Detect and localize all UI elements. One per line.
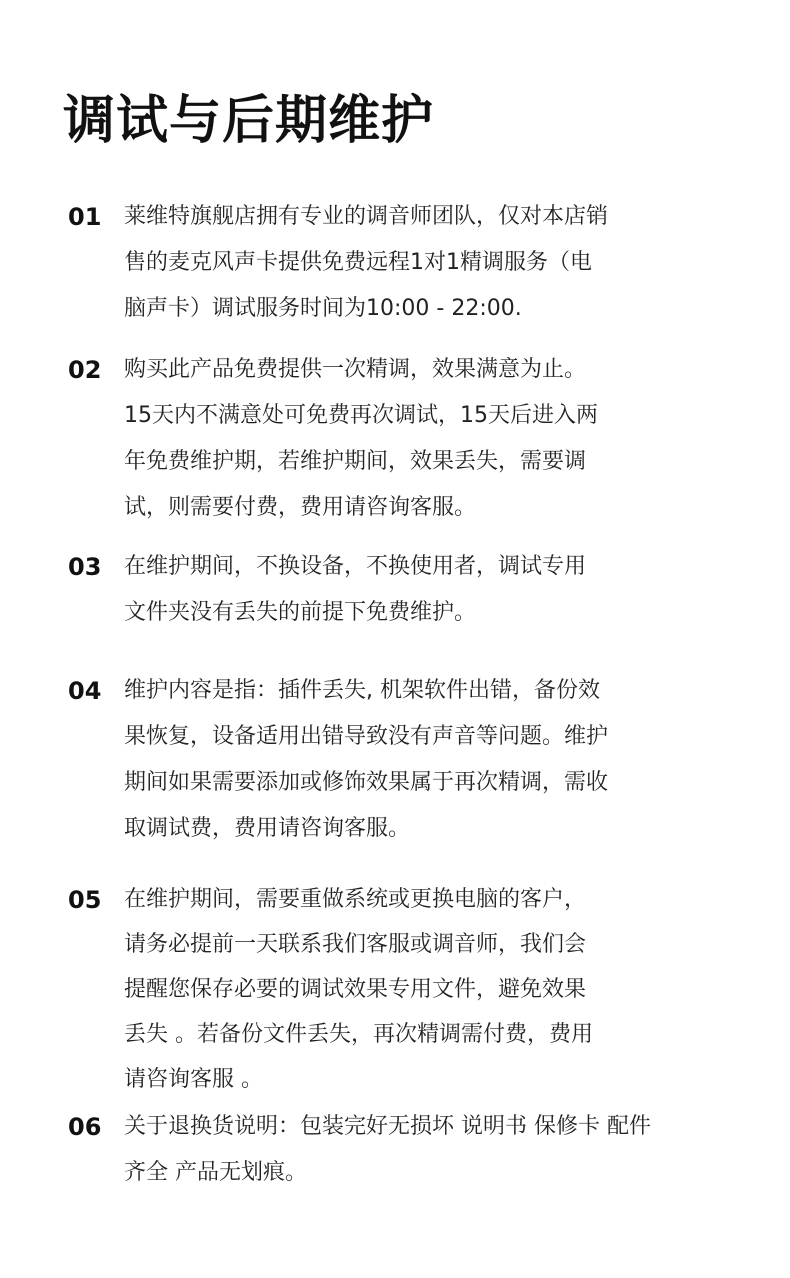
item-text	[124, 1112, 724, 1204]
text-line: 请咨询客服 。	[124, 1067, 263, 1092]
text-line: 齐全 产品无划痕。	[124, 1160, 307, 1185]
text-line: 购买此产品免费提供一次精调，效果满意为止。	[124, 357, 587, 382]
text-line: 文件夹没有丢失的前提下免费维护。	[124, 600, 477, 625]
text-line: 售的麦克风声卡提供免费远程1对1精调服务（电	[124, 250, 592, 275]
text-line: 15天内不满意处可免费再次调试，15天后进入两	[124, 403, 598, 428]
item-number: 01	[68, 203, 102, 231]
text-line: 维护内容是指：插件丢失, 机架软件出错，备份效	[124, 678, 600, 703]
text-line: 莱维特旗舰店拥有专业的调音师团队，仅对本店销	[124, 204, 609, 229]
item-number: 06	[68, 1113, 102, 1141]
text-line: 丢失 。若备份文件丢失，再次精调需付费，费用	[124, 1022, 593, 1047]
item-text	[124, 885, 724, 1110]
item-number: 04	[68, 677, 102, 705]
text-line: 关于退换货说明：包装完好无损坏 说明书 保修卡 配件	[124, 1114, 651, 1139]
text-line: 期间如果需要添加或修饰效果属于再次精调，需收	[124, 770, 609, 795]
text-line: 在维护期间，不换设备，不换使用者，调试专用	[124, 554, 587, 579]
text-line: 请务必提前一天联系我们客服或调音师，我们会	[124, 932, 587, 957]
item-number: 02	[68, 356, 102, 384]
text-line: 果恢复，设备适用出错导致没有声音等问题。维护	[124, 724, 609, 749]
text-line: 年免费维护期，若维护期间，效果丢失，需要调	[124, 449, 587, 474]
item-number: 05	[68, 886, 102, 914]
text-line: 取调试费，费用请咨询客服。	[124, 816, 411, 841]
item-text	[124, 355, 724, 539]
item-number: 03	[68, 553, 102, 581]
page-title: 调试与后期维护	[63, 91, 435, 151]
text-line: 脑声卡）调试服务时间为10:00 - 22:00.	[124, 296, 522, 321]
item-text	[124, 552, 724, 644]
text-line: 在维护期间，需要重做系统或更换电脑的客户，	[124, 887, 587, 912]
text-line: 提醒您保存必要的调试效果专用文件，避免效果	[124, 977, 587, 1002]
text-line: 试，则需要付费，费用请咨询客服。	[124, 495, 477, 520]
item-text	[124, 202, 724, 340]
item-text	[124, 676, 724, 860]
